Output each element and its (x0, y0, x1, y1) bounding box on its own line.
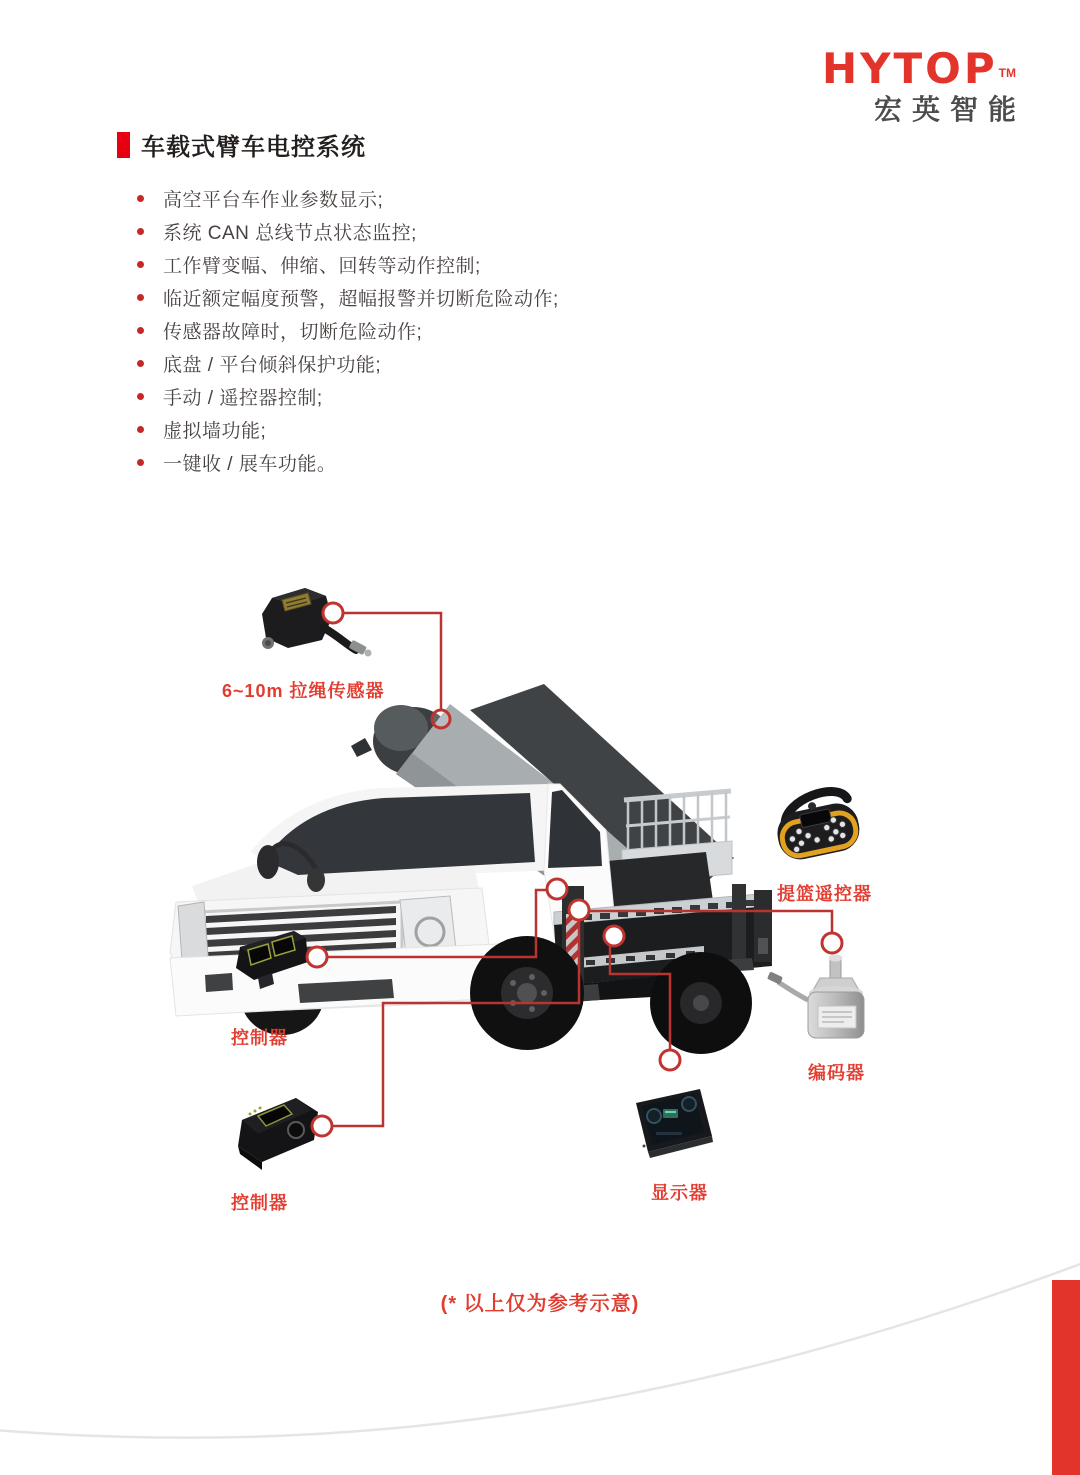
label-encoder: 编码器 (808, 1063, 865, 1083)
encoder-image (767, 955, 864, 1039)
label-basket-remote: 提篮遥控器 (777, 884, 872, 904)
page-edge-accent (1052, 1280, 1080, 1475)
feature-text: 手动 / 遥控器控制; (163, 388, 323, 409)
feature-text: 虚拟墙功能; (163, 421, 267, 442)
feature-text: 工作臂变幅、伸缩、回转等动作控制; (163, 256, 481, 277)
rope-sensor-image (262, 588, 372, 657)
logo-brand-text: HYTOP (821, 44, 998, 93)
label-controller-top: 控制器 (231, 1028, 288, 1048)
label-controller-bottom: 控制器 (231, 1193, 288, 1213)
truck-illustration (170, 684, 772, 1054)
feature-text: 高空平台车作业参数显示; (163, 190, 384, 211)
page-title: 车载式臂车电控系统 (141, 134, 366, 161)
footnote: (* 以上仅为参考示意) (440, 1293, 640, 1315)
feature-text: 传感器故障时，切断危险动作; (163, 322, 423, 343)
label-display: 显示器 (651, 1183, 708, 1203)
trademark-symbol: TM (998, 65, 1016, 80)
basket-remote-image (771, 786, 864, 863)
controller-bottom-image (238, 1098, 318, 1170)
display-image (636, 1089, 713, 1158)
label-rope-sensor: 6~10m 拉绳传感器 (222, 681, 385, 701)
logo-subtitle: 宏英智能 (873, 94, 1026, 125)
feature-text: 一键收 / 展车功能。 (163, 454, 337, 475)
feature-text: 临近额定幅度预警，超幅报警并切断危险动作; (163, 289, 559, 310)
feature-text: 底盘 / 平台倾斜保护功能; (163, 355, 382, 376)
feature-text: 系统 CAN 总线节点状态监控; (163, 223, 417, 244)
